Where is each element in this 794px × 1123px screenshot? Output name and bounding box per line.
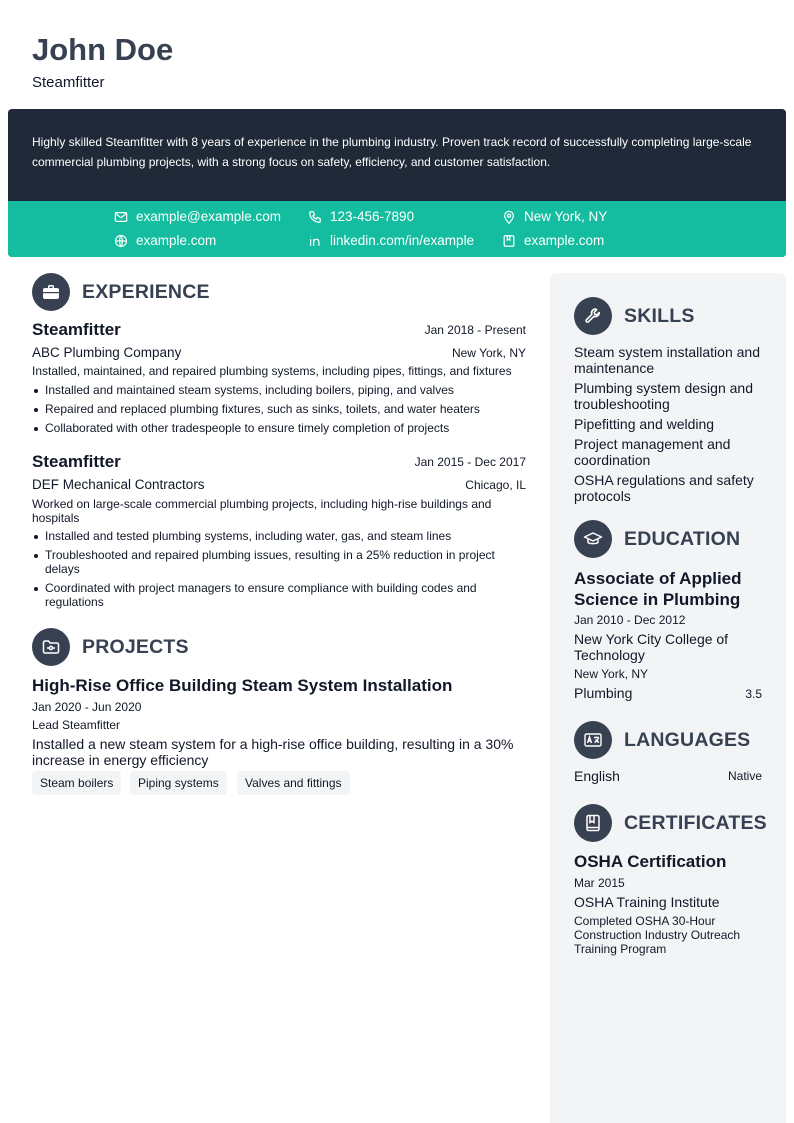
contact-email-text: example@example.com	[136, 209, 282, 224]
contact-portfolio[interactable]	[502, 232, 604, 250]
language-name: English	[574, 768, 620, 784]
summary-box	[8, 109, 786, 257]
contact-website-text: example.com	[136, 233, 217, 248]
skill-item: OSHA regulations and safety protocols	[574, 472, 754, 504]
graduation-cap-icon	[574, 520, 612, 558]
project-1-title: High-Rise Office Building Steam System Installation	[32, 676, 453, 695]
job-1-bullets	[32, 383, 526, 435]
education-location: New York, NY	[574, 667, 649, 681]
projects-heading	[32, 628, 189, 666]
location-pin-icon	[502, 210, 516, 224]
book-icon	[574, 804, 612, 842]
education-title: EDUCATION	[624, 527, 741, 550]
skill-item: Plumbing system design and troubleshooting	[574, 380, 753, 412]
education-gpa: 3.5	[745, 687, 762, 701]
education-date: Jan 2010 - Dec 2012	[574, 613, 686, 627]
folder-icon	[32, 628, 70, 666]
candidate-title: Steamfitter	[32, 74, 105, 91]
candidate-name: John Doe	[32, 32, 174, 67]
job-1-location: New York, NY	[451, 346, 526, 360]
certificate-description: Completed OSHA 30-Hour Construction Industry Outreach Training Program	[574, 914, 741, 956]
education-school: New York City College of Technology	[574, 631, 729, 663]
skills-heading	[574, 297, 695, 335]
contact-location-text: New York, NY	[524, 209, 608, 224]
linkedin-icon	[308, 234, 322, 248]
certificate-issuer: OSHA Training Institute	[574, 894, 720, 910]
contact-location	[502, 208, 607, 226]
job-2-description: Worked on large-scale commercial plumbing projects, including high-rise buildings and hospitals	[32, 497, 492, 525]
list-item: Collaborated with other tradespeople to ensure timely completion of projects	[32, 421, 526, 435]
resume-header	[32, 30, 173, 91]
contact-phone[interactable]	[308, 208, 414, 226]
job-2-bullets	[32, 529, 526, 609]
wrench-icon	[574, 297, 612, 335]
languages-heading	[574, 721, 750, 759]
job-1-date: Jan 2018 - Present	[424, 323, 526, 337]
job-1-title: Steamfitter	[32, 320, 121, 339]
job-1-company: ABC Plumbing Company	[32, 345, 182, 360]
phone-icon	[308, 210, 322, 224]
job-2-date: Jan 2015 - Dec 2017	[414, 455, 526, 469]
education-field: Plumbing	[574, 685, 633, 701]
languages-title: LANGUAGES	[624, 728, 751, 751]
skill-item: Project management and coordination	[574, 436, 731, 468]
translate-icon	[574, 721, 612, 759]
briefcase-icon	[32, 273, 70, 311]
contact-bar	[8, 201, 786, 257]
experience-heading	[32, 273, 210, 311]
list-item: Coordinated with project managers to ensure compliance with building codes and regulations	[32, 581, 526, 609]
certificate-name: OSHA Certification	[574, 852, 727, 871]
portfolio-icon	[502, 234, 516, 248]
skills-title: SKILLS	[624, 304, 695, 327]
skill-item: Pipefitting and welding	[574, 416, 715, 432]
mail-icon	[114, 210, 128, 224]
list-item: Repaired and replaced plumbing fixtures, such as sinks, toilets, and water heaters	[32, 402, 526, 416]
list-item: Installed and maintained steam systems, including boilers, piping, and valves	[32, 383, 526, 397]
contact-email[interactable]	[114, 208, 281, 226]
project-tag: Steam boilers	[32, 771, 121, 795]
job-2-title: Steamfitter	[32, 452, 121, 471]
projects-title: PROJECTS	[82, 635, 189, 658]
contact-phone-text: 123-456-7890	[330, 209, 415, 224]
experience-title: EXPERIENCE	[82, 280, 210, 303]
contact-linkedin[interactable]	[308, 232, 474, 250]
project-1-description: Installed a new steam system for a high-rise office building, resulting in a 30% increase in energy efficiency	[32, 736, 514, 768]
project-1-date: Jan 2020 - Jun 2020	[32, 700, 142, 714]
project-tag: Valves and fittings	[237, 771, 350, 795]
certificate-date: Mar 2015	[574, 876, 625, 890]
project-1-role: Lead Steamfitter	[32, 718, 121, 732]
language-level: Native	[727, 769, 762, 783]
certificates-heading	[574, 804, 767, 842]
project-tag: Piping systems	[130, 771, 227, 795]
list-item: Installed and tested plumbing systems, including water, gas, and steam lines	[32, 529, 526, 543]
contact-portfolio-text: example.com	[524, 233, 605, 248]
contact-linkedin-text: linkedin.com/in/example	[330, 233, 475, 248]
job-2-company: DEF Mechanical Contractors	[32, 477, 205, 492]
skill-item: Steam system installation and maintenance	[574, 344, 760, 376]
job-1-description: Installed, maintained, and repaired plumbing systems, including pipes, fittings, and fixtures	[32, 364, 512, 378]
job-2-location: Chicago, IL	[465, 478, 526, 492]
certificates-title: CERTIFICATES	[624, 811, 767, 834]
education-degree: Associate of Applied Science in Plumbing	[574, 569, 742, 609]
list-item: Troubleshooted and repaired plumbing issues, resulting in a 25% reduction in project delays	[32, 548, 526, 576]
contact-website[interactable]	[114, 232, 216, 250]
education-heading	[574, 520, 740, 558]
globe-icon	[114, 234, 128, 248]
summary-text: Highly skilled Steamfitter with 8 years of experience in the plumbing industry. Proven track record of successfully completing large-scale commercial plumbing projects, with a strong focus on safety, efficiency, and customer satisfaction.	[32, 135, 752, 169]
